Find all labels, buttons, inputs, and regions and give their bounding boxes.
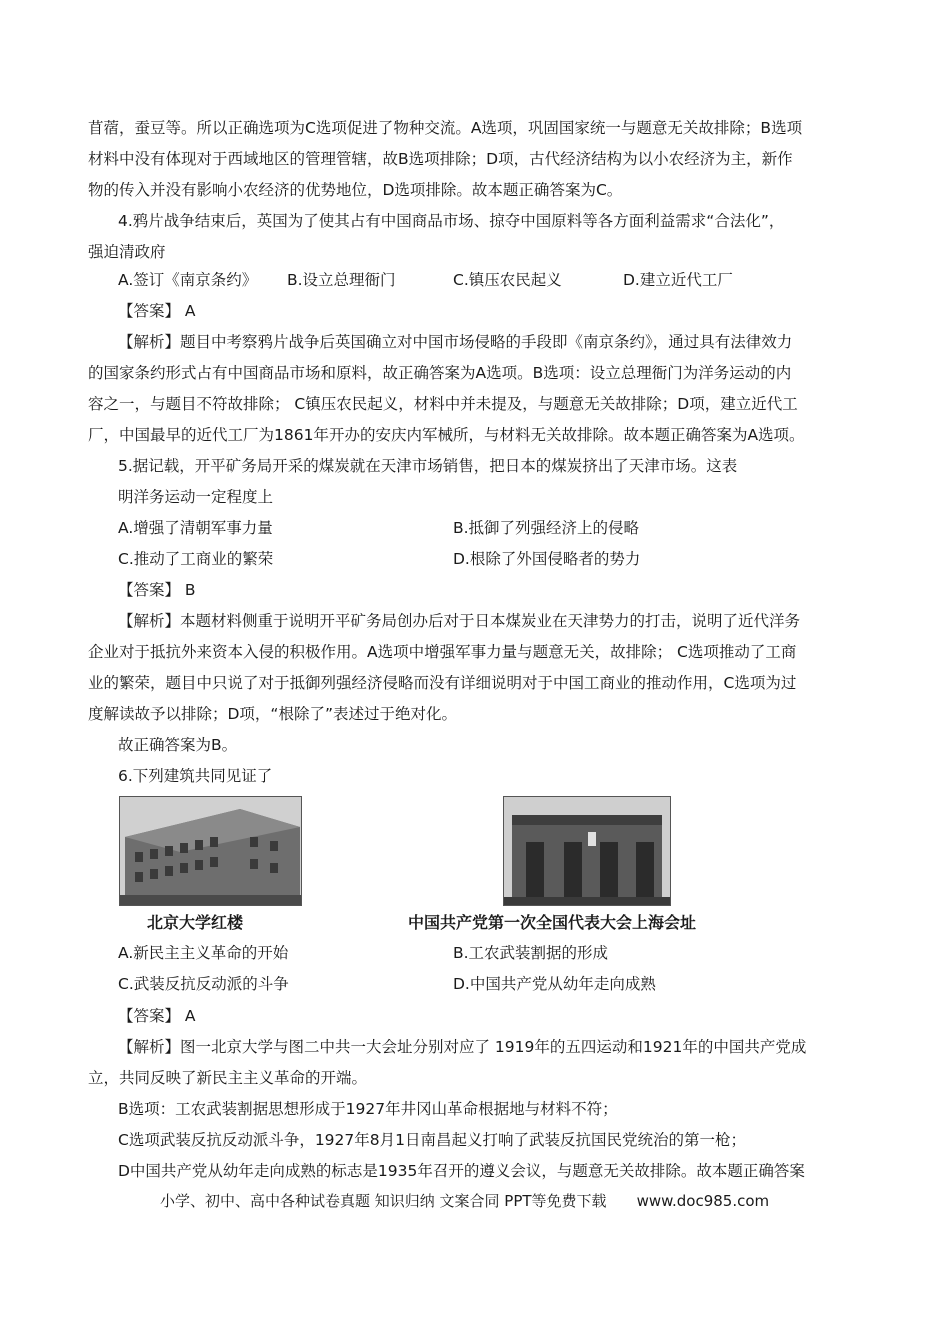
question-6-explanation: 立，共同反映了新民主主义革命的开端。 bbox=[88, 1069, 368, 1087]
building-illustration bbox=[504, 797, 670, 905]
question-5-explanation: 度解读故予以排除；D项，“根除了”表述过于绝对化。 bbox=[88, 705, 457, 723]
question-4-explanation: 容之一，与题目不符故排除； C镇压农民起义，材料中并未提及，与题意无关故排除；D项，建立近代工 bbox=[88, 395, 798, 413]
question-5-explanation: 企业对于抵抗外来资本入侵的积极作用。A选项中增强军事力量与题意无关，故排除； C选项推动了工商 bbox=[88, 643, 797, 661]
paragraph-line: 苜蓿，蚕豆等。所以正确选项为C选项促进了物种交流。A选项，巩固国家统一与题意无关故排除；B选项 bbox=[88, 119, 803, 137]
photo-caption-cpc-congress: 中国共产党第一次全国代表大会上海会址 bbox=[408, 913, 697, 932]
footer-text: 小学、初中、高中各种试卷真题 知识归纳 文案合同 PPT等免费下载 bbox=[160, 1192, 607, 1210]
building-illustration bbox=[120, 797, 301, 905]
question-6-stem: 6.下列建筑共同见证了 bbox=[118, 767, 273, 785]
question-4-explanation: 【解析】题目中考察鸦片战争后英国确立对中国市场侵略的手段即《南京条约》，通过具有法律效力 bbox=[118, 333, 793, 351]
question-6-option-a: A.新民主主义革命的开始 bbox=[118, 944, 289, 962]
question-6-option-d: D.中国共产党从幼年走向成熟 bbox=[453, 975, 656, 993]
question-4-explanation: 的国家条约形式占有中国商品市场和原料，故正确答案为A选项。B选项：设立总理衙门为洋务运动的内 bbox=[88, 364, 792, 382]
question-6-option-c: C.武装反抗反动派的斗争 bbox=[118, 975, 289, 993]
question-4-answer: 【答案】 A bbox=[118, 302, 196, 320]
question-5-option-d: D.根除了外国侵略者的势力 bbox=[453, 550, 641, 568]
question-4-option-d: D.建立近代工厂 bbox=[623, 271, 733, 289]
question-6-explanation: C选项武装反抗反动派斗争，1927年8月1日南昌起义打响了武装反抗国民党统治的第一枪； bbox=[118, 1131, 746, 1149]
peking-university-red-building-photo bbox=[119, 796, 302, 906]
question-4-option-c: C.镇压农民起义 bbox=[453, 271, 562, 289]
footer-link[interactable]: www.doc985.com bbox=[636, 1192, 770, 1210]
question-5-option-c: C.推动了工商业的繁荣 bbox=[118, 550, 274, 568]
question-4-option-a: A.签订《南京条约》 bbox=[118, 271, 258, 289]
photo-caption-peking-university: 北京大学红楼 bbox=[147, 913, 244, 932]
question-5-conclusion: 故正确答案为B。 bbox=[118, 736, 238, 754]
question-4-explanation: 厂，中国最早的近代工厂为1861年开办的安庆内军械所，与材料无关故排除。故本题正确答案为A选项。 bbox=[88, 426, 805, 444]
question-5-explanation: 【解析】本题材料侧重于说明开平矿务局创办后对于日本煤炭业在天津势力的打击，说明了近代洋务 bbox=[118, 612, 801, 630]
question-4-option-b: B.设立总理衙门 bbox=[287, 271, 396, 289]
question-4-stem: 4.鸦片战争结束后，英国为了使其占有中国商品市场、掠夺中国原料等各方面利益需求“合法化”， bbox=[118, 212, 785, 230]
question-5-option-b: B.抵御了列强经济上的侵略 bbox=[453, 519, 640, 537]
question-5-explanation: 业的繁荣，题目中只说了对于抵御列强经济侵略而没有详细说明对于中国工商业的推动作用，C选项为过 bbox=[88, 674, 797, 692]
question-6-explanation: B选项：工农武装割据思想形成于1927年井冈山革命根据地与材料不符； bbox=[118, 1100, 618, 1118]
page-footer bbox=[160, 1190, 860, 1212]
question-6-answer: 【答案】 A bbox=[118, 1007, 196, 1025]
question-5-answer: 【答案】 B bbox=[118, 581, 196, 599]
question-5-option-a: A.增强了清朝军事力量 bbox=[118, 519, 273, 537]
question-6-explanation: D中国共产党从幼年走向成熟的标志是1935年召开的遵义会议，与题意无关故排除。故本题正确答案 bbox=[118, 1162, 805, 1180]
question-6-option-b: B.工农武装割据的形成 bbox=[453, 944, 609, 962]
question-6-explanation: 【解析】图一北京大学与图二中共一大会址分别对应了 1919年的五四运动和1921年的中国共产党成 bbox=[118, 1038, 807, 1056]
paragraph-line: 物的传入并没有影响小农经济的优势地位，D选项排除。故本题正确答案为C。 bbox=[88, 181, 623, 199]
question-5-stem-cont: 明洋务运动一定程度上 bbox=[118, 488, 274, 506]
first-cpc-congress-site-photo bbox=[503, 796, 671, 906]
question-5-stem: 5.据记载，开平矿务局开采的煤炭就在天津市场销售，把日本的煤炭挤出了天津市场。这表 bbox=[118, 457, 738, 475]
question-4-stem-cont: 强迫清政府 bbox=[88, 243, 166, 261]
paragraph-line: 材料中没有体现对于西域地区的管理管辖，故B选项排除；D项，古代经济结构为以小农经济为主，新作 bbox=[88, 150, 793, 168]
